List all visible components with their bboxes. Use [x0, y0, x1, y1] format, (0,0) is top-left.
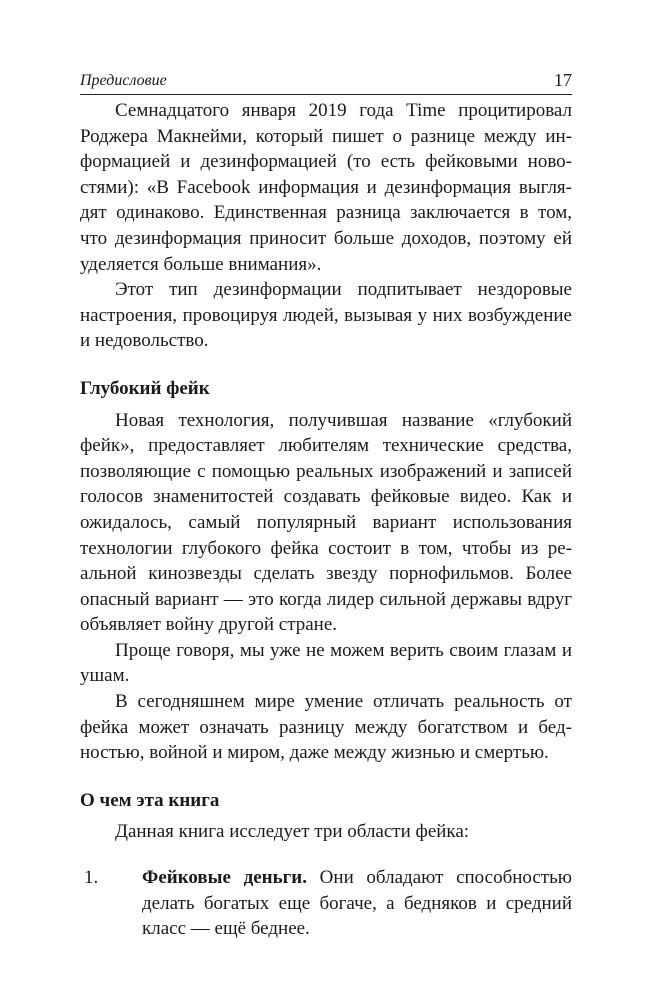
paragraph: В сегодняшнем мире умение отличать реальность от фейка может означать разницу между богатством и бедностью, войной и миром, даже между жизнью и смертью.	[80, 691, 572, 764]
list-text: Они обладают способностью делать богатых еще богаче, а бедняков и средний класс — ещё беднее.	[142, 867, 572, 940]
running-head	[80, 70, 572, 95]
paragraph: Семнадцатого января 2019 года Time процитировал Роджера Макнейми, который пишет о разнице между информацией и дезинформацией (то есть фейковыми новостями): «В Facebook информация и дезинформация выглядят одинаково. Единственная разница заключается в том, что дезинформация приносит больше доходов, поэтому ей уделяется больше внимания».	[80, 100, 572, 275]
paragraph: Этот тип дезинформации подпитывает нездоровые настроения, провоцируя людей, вызывая у них возбуждение и недовольство.	[80, 279, 572, 352]
list-term: Фейковые деньги.	[142, 867, 307, 889]
paragraph: Проще говоря, мы уже не можем верить своим глазам и ушам.	[80, 639, 572, 687]
list-number: 1.	[84, 867, 99, 889]
paragraph: Новая технология, получившая название «глубокий фейк», предоставляет любителям технические средства, позволяющие с помощью реальных изображений и записей голосов знаменитостей создавать фейковые видео. Как и ожидалось, самый популярный вариант использования технологии глубокого фейка состоит в том, чтобы из реальной кинозвезды сделать звезду порнофильмов. Более опасный вариант — это когда лидер сильной державы вдруг объявляет войну другой стране.	[80, 409, 572, 636]
body-text	[80, 98, 572, 942]
section-heading: Глубокий фейк	[80, 377, 210, 399]
paragraph: Данная книга исследует три области фейка:	[115, 821, 470, 843]
book-page	[80, 0, 572, 1000]
list-item	[80, 865, 572, 942]
numbered-list	[80, 865, 572, 942]
running-title: Предисловие	[80, 72, 167, 89]
page-number: 17	[554, 70, 572, 90]
list-item-body	[106, 865, 572, 942]
section-heading: О чем эта книга	[80, 789, 220, 811]
